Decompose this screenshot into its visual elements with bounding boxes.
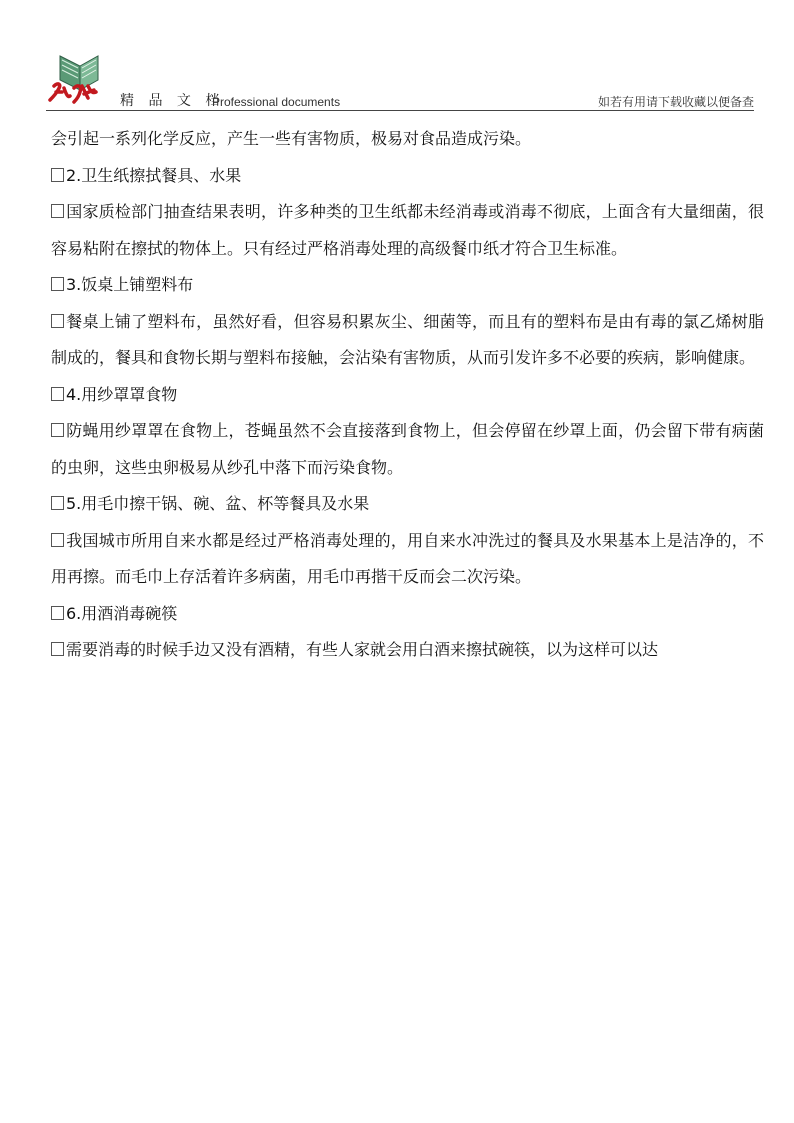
paragraph [51,523,764,596]
paragraph [51,632,764,669]
paragraph-text: 会引起一系列化学反应，产生一些有害物质，极易对食品造成污染。 [51,129,532,148]
heading-text: 2.卫生纸擦拭餐具、水果 [66,165,242,185]
section-heading [51,158,764,195]
paragraph-text: 防蝇用纱罩罩在食物上，苍蝇虽然不会直接落到食物上，但会停留在纱罩上面，仍会留下带有病菌的虫卵，这些虫卵极易从纱孔中落下而污染食物。 [51,421,764,477]
paragraph [51,413,764,486]
header-subtitle: Professional documents [212,95,341,109]
checkbox-icon [51,533,64,547]
header-divider [46,110,754,111]
heading-text: 6.用酒消毒碗筷 [66,603,178,623]
checkbox-icon [51,168,64,182]
section-heading [51,596,764,633]
paragraph-text: 需要消毒的时候手边又没有酒精，有些人家就会用白酒来擦拭碗筷，以为这样可以达 [66,640,659,659]
checkbox-icon [51,642,64,656]
paragraph [51,194,764,267]
section-heading [51,486,764,523]
paragraph [51,121,764,158]
heading-text: 3.饭桌上铺塑料布 [66,275,194,294]
checkbox-icon [51,496,64,510]
checkbox-icon [51,204,64,218]
checkbox-icon [51,423,64,437]
paragraph [51,304,764,377]
section-heading [51,267,764,304]
paragraph-text: 餐桌上铺了塑料布，虽然好看，但容易积累灰尘、细菌等，而且有的塑料布是由有毒的氯乙烯树脂制成的，餐具和食物长期与塑料布接触，会沾染有害物质，从而引发许多不必要的疾病，影响健康。 [51,311,764,367]
heading-text: 5.用毛巾擦干锅、碗、盆、杯等餐具及水果 [66,494,370,513]
section-heading [51,377,764,414]
page-header [46,52,754,112]
checkbox-icon [51,606,64,620]
paragraph-text: 国家质检部门抽查结果表明，许多种类的卫生纸都未经消毒或消毒不彻底，上面含有大量细菌，很容易粘附在擦拭的物体上。只有经过严格消毒处理的高级餐巾纸才符合卫生标准。 [51,202,764,258]
checkbox-icon [51,314,64,328]
paragraph-text: 我国城市所用自来水都是经过严格消毒处理的，用自来水冲洗过的餐具及水果基本上是洁净的，不用再擦。而毛巾上存活着许多病菌，用毛巾再揩干反而会二次污染。 [51,530,764,586]
checkbox-icon [51,277,64,291]
checkbox-icon [51,387,64,401]
document-body [51,121,764,669]
header-note: 如若有用请下载收藏以便备查 [597,95,754,109]
heading-text: 4.用纱罩罩食物 [66,384,178,404]
logo-icon [46,52,104,106]
header-title: 精 品 文 档 [120,93,225,109]
